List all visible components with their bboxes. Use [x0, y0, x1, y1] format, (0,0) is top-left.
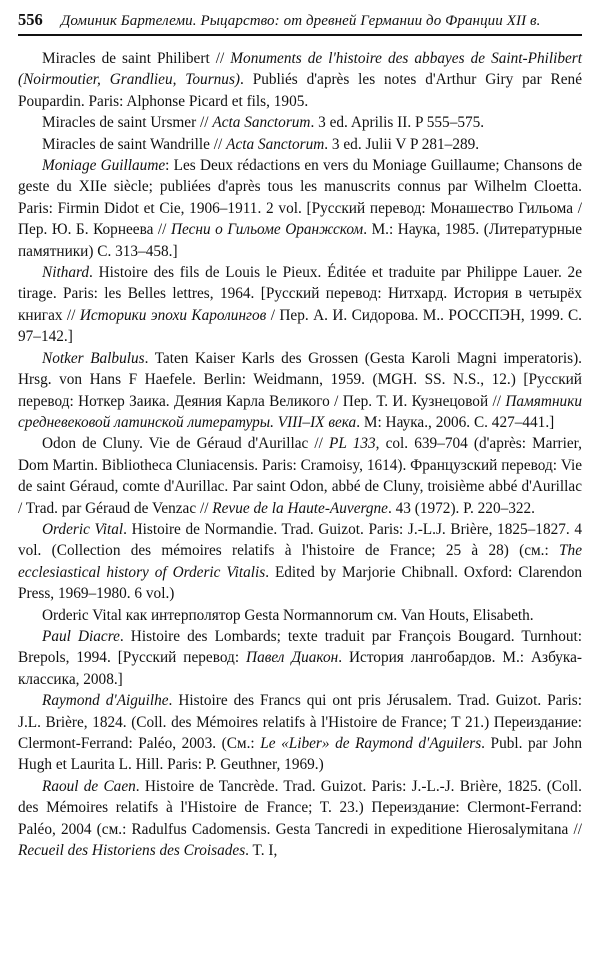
entry-text: . 43 (1972). P. 220–322.: [387, 499, 536, 517]
entry-text: Miracles de saint Ursmer //: [42, 114, 213, 132]
entry-italic-text: Le «Liber» de Raymond d'Aguilers: [260, 735, 482, 752]
entry-italic-text: Monuments de l'histoire des abbayes de Saint-Philibert (Noirmoutier, Grandlieu, Tournus): [18, 50, 582, 89]
page-number: 556: [18, 10, 43, 29]
entry-text: . М.: Наука, 1985. (Литературные памятники) С. 313–458.]: [18, 221, 583, 260]
entry-text: . М: Наука., 2006. С. 427–441.]: [356, 413, 555, 431]
entry-italic-text: Paul Diacre: [42, 627, 120, 645]
entry-text: . История лангобардов. М.: Азбука-классика, 2008.]: [18, 649, 583, 688]
entry-italic-text: Moniage Guillaume: [42, 157, 166, 175]
entry-text: . 3 ed. Aprilis II. P 555–575.: [310, 114, 485, 132]
entry-text: : Les Deux rédactions en vers du Moniage Guillaume; Chansons de geste du XIIe siècle; publiées d'après tous les manuscrits connus par Wilhelm Cloetta. Paris: Firmin Didot et Cie, 1906–1911. 2 vol. [Русский перевод: Монашество Гильома / Пер. Ю. Б. Корнеева //: [18, 157, 582, 239]
bibliography-entry: [18, 519, 582, 605]
running-title: Доминик Бартелеми. Рыцарство: от древней Германии до Франции XII в.: [60, 13, 541, 29]
entry-italic-text: Песни о Гильоме Оранжском: [170, 221, 364, 239]
entry-text: . T. I,: [245, 842, 278, 860]
entry-text: . Publiés d'après les notes d'Arthur Giry par René Poupardin. Paris: Alphonse Picard et fils, 1905.: [18, 71, 582, 110]
entry-italic-text: Raoul de Caen: [42, 777, 136, 795]
bibliography-entry: [18, 776, 582, 862]
entry-text: . Edited by Marjorie Chibnall. Oxford: Clarendon Press, 1969–1980. 6 vol.): [18, 563, 582, 603]
bibliography-entry: [18, 626, 582, 690]
entry-text: . Histoire de Normandie. Trad. Guizot. Paris: J.-L.J. Brière, 1825–1827. 4 vol. (Collection des mémoires relatifs à l'histoire de France; 25 à 28) (см.:: [18, 520, 583, 560]
entry-text: Odon de Cluny. Vie de Géraud d'Aurillac //: [42, 435, 330, 453]
bibliography-entry: [18, 690, 582, 776]
entry-italic-text: The ecclesiastical history of Orderic Vitalis: [18, 542, 582, 581]
entry-italic-text: Павел Диакон: [246, 649, 339, 667]
running-header: [18, 10, 582, 36]
entry-text: . Histoire des Lombards; texte traduit par François Bougard. Turnhout: Brepols, 1994. [Русский перевод:: [18, 627, 582, 667]
bibliography-entry: [18, 112, 582, 133]
bibliography-entry: [18, 433, 582, 519]
entry-italic-text: Recueil des Historiens des Croisades: [18, 842, 246, 860]
entry-italic-text: Orderic Vital: [42, 520, 124, 538]
bibliography-list: [18, 48, 582, 861]
entry-italic-text: Acta Sanctorum: [226, 135, 325, 153]
bibliography-entry: [18, 605, 582, 626]
bibliography-entry: [18, 262, 582, 348]
entry-text: Miracles de saint Philibert //: [42, 50, 231, 67]
bibliography-entry: [18, 155, 582, 262]
entry-text: . Publ. par John Hugh et Laurita L. Hill. Paris: P. Geuthner, 1969.): [18, 735, 582, 774]
entry-italic-text: Историки эпохи Каролингов: [79, 306, 267, 324]
entry-text: . Histoire des fils de Louis le Pieux. Éditée et traduite par Philippe Lauer. 2e tirage. Paris: les Belles lettres, 1964. [Русский перевод: Нитхард. История в четырёх книгах //: [18, 264, 582, 324]
entry-italic-text: Raymond d'Aiguilhe: [42, 692, 169, 710]
entry-text: , col. 639–704 (d'après: Marrier, Dom Martin. Bibliotheca Cluniacensis. Paris: Cramoisy, 1614). Французский перевод: Vie de saint Géraud, comte d'Aurillac. Par saint Odon, abbé de Cluny, troisième abbé d'Aurillac / Trad. par Géraud de Venzac //: [18, 435, 582, 517]
entry-text: . Histoire des Francs qui ont pris Jérusalem. Trad. Guizot. Paris: J.L. Brière, 1824. (Coll. des Mémoires relatifs à l'Histoire de France; T 21.) Переиздание: Clermont-Ferrand: Paléo, 2003. (См.:: [18, 692, 582, 752]
bibliography-entry: [18, 134, 582, 155]
bibliography-entry: [18, 348, 582, 434]
entry-text: / Пер. А. И. Сидорова. М.. РОССПЭН, 1999. С. 97–142.]: [18, 306, 582, 346]
entry-italic-text: PL 133: [329, 435, 376, 453]
entry-text: Orderic Vital как интерполятор Gesta Normannorum см. Van Houts, Elisabeth.: [42, 606, 534, 624]
entry-italic-text: Nithard: [42, 264, 90, 282]
entry-italic-text: Notker Balbulus: [42, 349, 145, 367]
bibliography-entry: [18, 48, 582, 112]
entry-text: . 3 ed. Julii V P 281–289.: [324, 135, 480, 153]
entry-italic-text: Acta Sanctorum: [212, 114, 311, 132]
entry-italic-text: Памятники средневековой латинской литературы. VIII–IX века: [18, 392, 582, 431]
entry-text: . Taten Kaiser Karls des Grossen (Gesta Karoli Magni imperatoris). Hrsg. von Hans F Haefele. Berlin: Weidmann, 1959. (MGH. SS. N.S., 12.) [Русский перевод: Ноткер Заика. Деяния Карла Великого / Пер. Т. И. Кузнецовой //: [18, 349, 582, 410]
entry-text: . Histoire de Tancrède. Trad. Guizot. Paris: J.-L.-J. Brière, 1825. (Coll. des Mémoires relatifs à l'Histoire de France; T. 23.) Переиздание: Clermont-Ferrand: Paléo, 2004 (см.: Radulfus Cadomensis. Gesta Tancredi in expeditione Hierosalymitana //: [18, 777, 582, 838]
entry-italic-text: Revue de la Haute-Auvergne: [212, 499, 388, 517]
entry-text: Miracles de saint Wandrille //: [42, 135, 227, 153]
